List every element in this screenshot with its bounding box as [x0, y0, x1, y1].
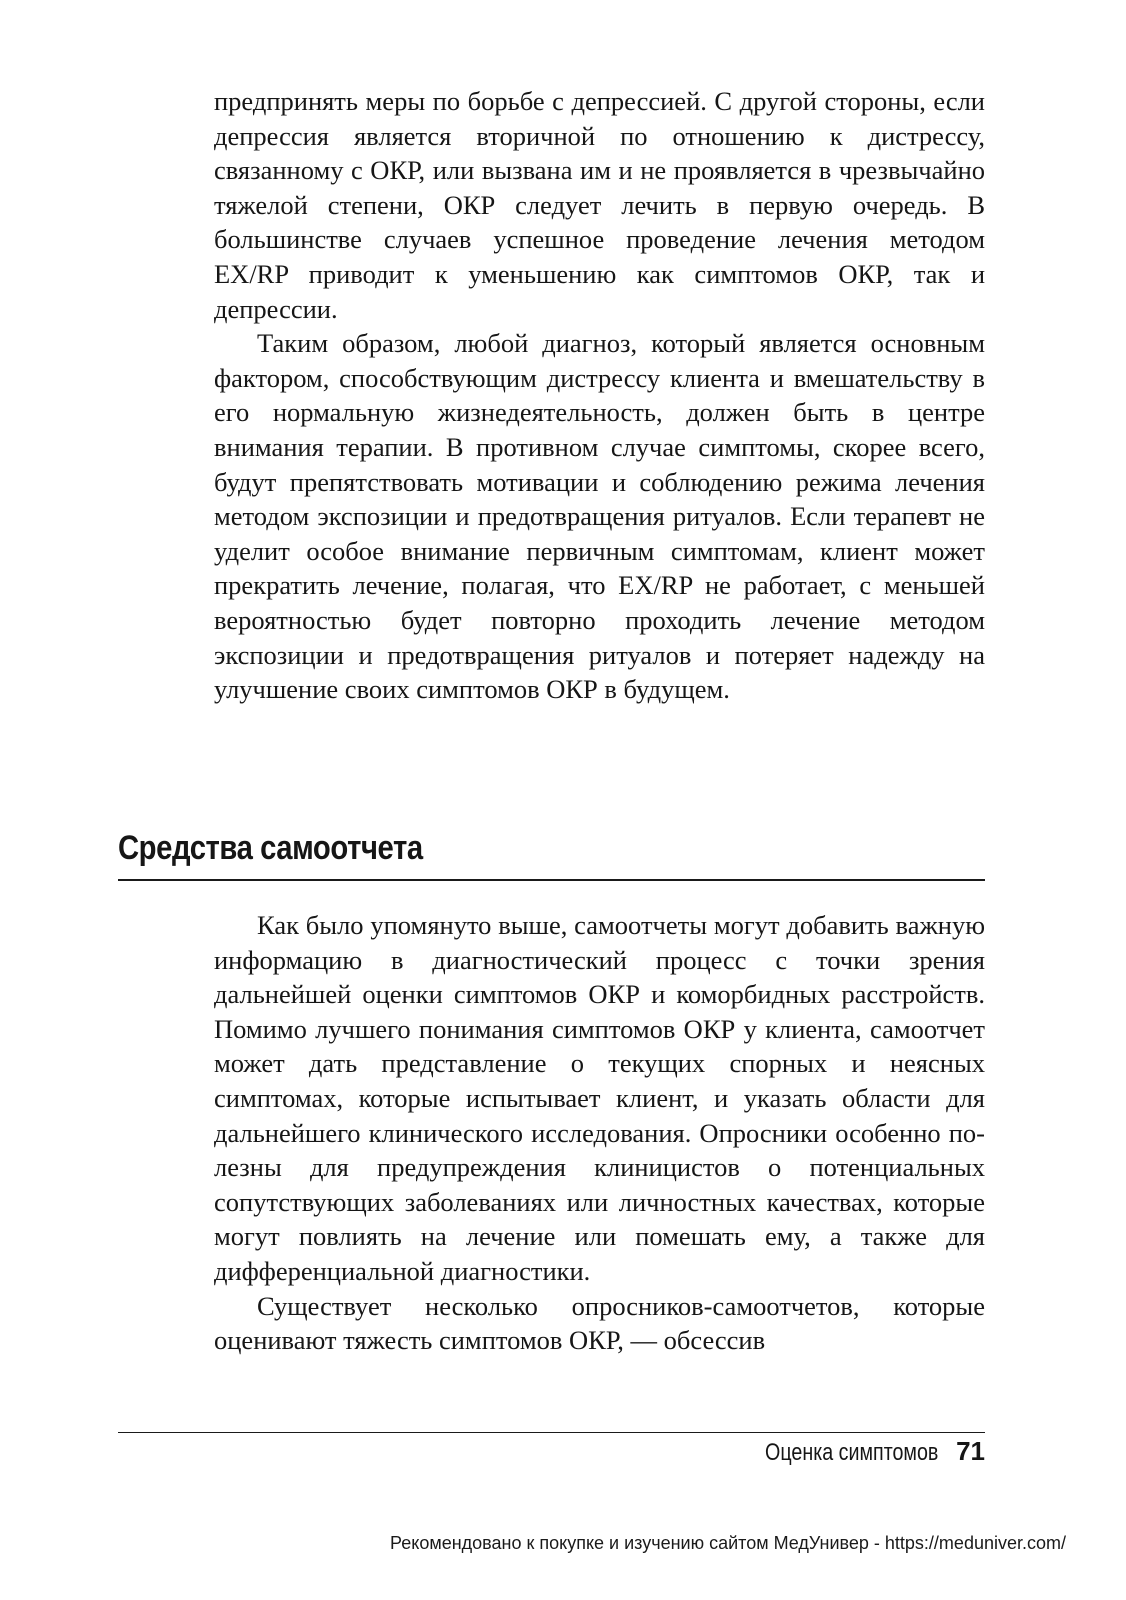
section-heading: Средства самоотчета [118, 829, 423, 867]
body-text-bottom [214, 908, 985, 1358]
page-number: 71 [956, 1436, 985, 1466]
paragraph-continued: предпринять меры по борьбе с депрессией. С другой стороны, если депрессия является вторичной по отношению к дистрессу, связанному с ОКР, или вызвана им и не проявляется в чрезвычайно тяжелой степени, ОКР следует лечить в первую очередь. В большинстве случаев успешное проведение лечения методом EX/RP приводит к уменьшению как симптомов ОКР, так и депрессии. [214, 86, 985, 324]
paragraph: Таким образом, любой диагноз, который является основным фактором, способствующим дистрессу клиента и вмешательству в его нормальную жизнедеятельность, должен быть в центре внимания терапии. В противном случае симптомы, скорее всего, будут препятствовать мотивации и соблюдению режима лечения методом экспозиции и предотвращения ритуалов. Если терапевт не уделит особое внимание первичным симптомам, клиент может прекратить лечение, полагая, что EX/RP не работает, с меньшей вероятностью будет повторно проходить лечение методом экспозиции и предотвращения ритуалов и потеряет надежду на улучшение своих симптомов ОКР в будущем. [214, 328, 985, 705]
heading-rule [118, 879, 985, 881]
paragraph: Как было упомянуто выше, самоотчеты могут добавить важную информацию в диагностический процесс с точки зрения дальнейшей оценки симптомов ОКР и коморбидных расстройств. Помимо лучшего понимания симптомов ОКР у клиента, самоотчет может дать представление о текущих спорных и неясных симптомах, которые испытывает клиент, и указать области для дальнейшего клинического исследования. Опросники особенно полезны для предупреждения клиницистов о потенциальных сопутствующих заболеваниях или личностных качествах, которые могут повлиять на лечение или помешать ему, а также для дифференциальной диагностики. [214, 910, 985, 1286]
footer-rule [118, 1432, 985, 1433]
body-text-top [214, 84, 985, 707]
paragraph: Существует несколько опросников-самоотчетов, которые оценивают тяжесть симптомов ОКР, — обсессив [214, 1290, 985, 1356]
running-title: Оценка симптомов [764, 1439, 938, 1466]
credit-line: Рекомендовано к покупке и изучению сайтом МедУнивер - https://meduniver.com/ [390, 1533, 1066, 1553]
